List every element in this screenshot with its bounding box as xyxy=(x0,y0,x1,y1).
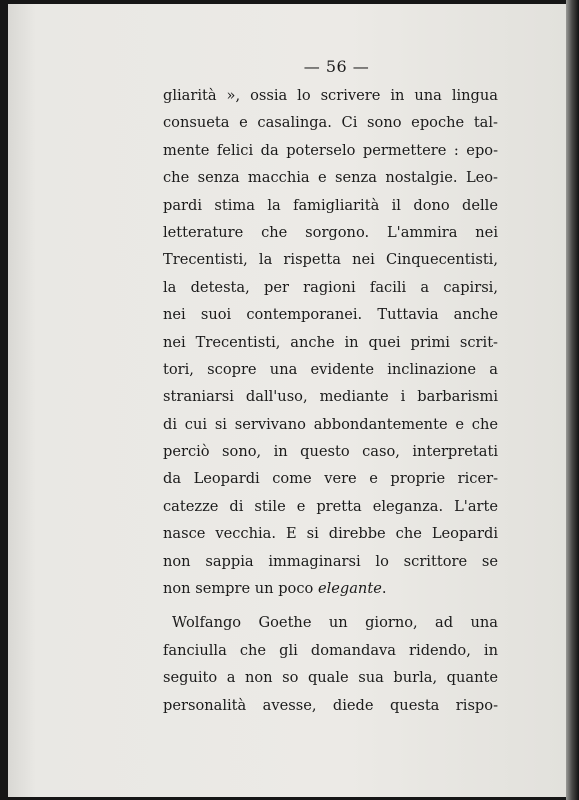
text-line: gliarità », ossia lo scrivere in una lingua xyxy=(163,87,498,104)
text-line: non sappia immaginarsi lo scrittore se xyxy=(163,552,498,570)
paragraph-gap xyxy=(163,602,498,609)
text-line: consueta e casalinga. Ci sono epoche tal- xyxy=(163,114,498,132)
text-line: da Leopardi come vere e proprie ricer- xyxy=(163,470,498,488)
text-line: che senza macchia e senza nostalgie. Leo- xyxy=(163,169,498,187)
body-text xyxy=(163,82,498,719)
text-line: seguito a non so quale sua burla, quante xyxy=(163,669,498,687)
text-line: pardi stima la famigliarità il dono delle xyxy=(163,196,498,214)
text-line: fanciulla che gli domandava ridendo, in xyxy=(163,641,498,659)
text-line: nei suoi contemporanei. Tuttavia anche xyxy=(163,306,498,324)
text-line: catezze di stile e pretta eleganza. L'arte xyxy=(163,497,498,515)
paragraph-1 xyxy=(163,82,498,602)
text-line: nei Trecentisti, anche in quei primi scrit- xyxy=(163,333,498,351)
text-line: mente felici da poterselo permettere : epo- xyxy=(163,141,498,159)
text-line: Wolfango Goethe un giorno, ad una xyxy=(172,614,498,632)
text-line-last xyxy=(163,575,498,602)
text-fragment: . xyxy=(381,580,387,598)
text-line: nasce vecchia. E si direbbe che Leopardi xyxy=(163,525,498,543)
text-line: personalità avesse, diede questa rispo- xyxy=(163,696,498,714)
text-line: letterature che sorgono. L'ammira nei xyxy=(163,223,498,241)
page-edge-shadow xyxy=(566,0,579,800)
text-line: straniarsi dall'uso, mediante i barbarismi xyxy=(163,388,498,406)
text-line: perciò sono, in questo caso, interpretati xyxy=(163,443,498,461)
text-line: la detesta, per ragioni facili a capirsi, xyxy=(163,278,498,296)
text-line: tori, scopre una evidente inclinazione a xyxy=(163,360,498,378)
text-line: Trecentisti, la rispetta nei Cinquecentisti, xyxy=(163,251,498,269)
italic-word: elegante xyxy=(317,580,382,598)
paragraph-2 xyxy=(163,609,498,719)
text-line: di cui si servivano abbondantemente e che xyxy=(163,415,498,433)
text-fragment: non sempre un poco xyxy=(163,580,318,598)
page-number: — 56 — xyxy=(303,57,370,76)
